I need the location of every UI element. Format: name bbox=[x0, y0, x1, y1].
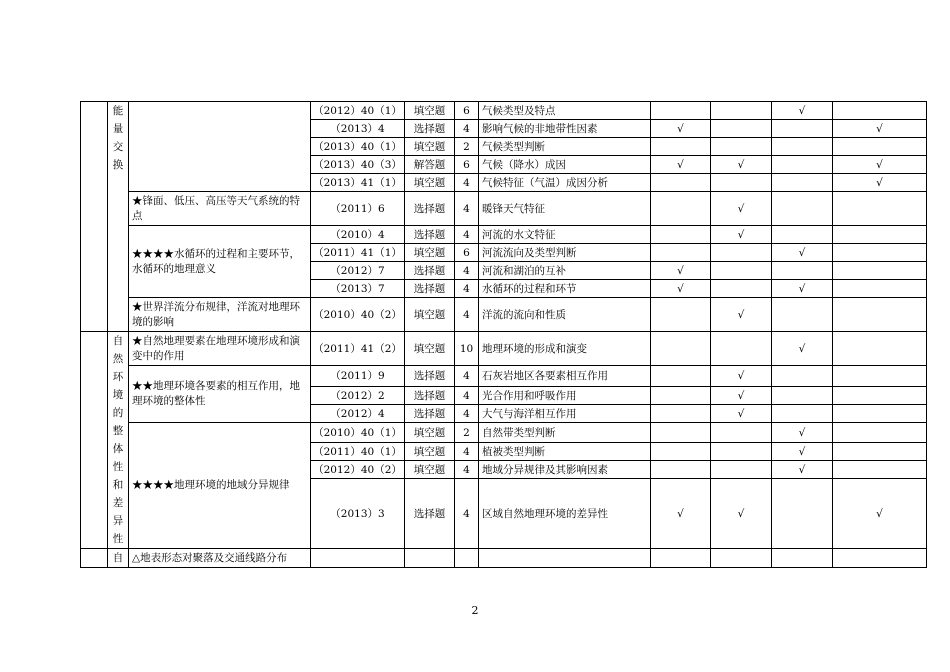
topic-cell: 水循环的过程和环节 bbox=[479, 280, 651, 298]
topic-cell: 河流流向及类型判断 bbox=[479, 244, 651, 262]
topic-cell: 气候类型判断 bbox=[479, 138, 651, 156]
exam-year-cell: （2013）7 bbox=[311, 280, 405, 298]
topic-cell: 影响气候的非地带性因素 bbox=[479, 120, 651, 138]
check-mark-cell bbox=[711, 244, 772, 262]
question-type-cell: 选择题 bbox=[405, 120, 455, 138]
check-mark-cell: √ bbox=[772, 102, 833, 120]
exam-year-cell: （2013）40（1） bbox=[311, 138, 405, 156]
check-mark-cell bbox=[711, 549, 772, 568]
check-mark-cell bbox=[772, 138, 833, 156]
knowledge-point-cell: ★世界洋流分布规律，洋流对地理环境的影响 bbox=[129, 298, 311, 332]
table-row bbox=[81, 332, 927, 366]
topic-cell: 地理环境的形成和演变 bbox=[479, 332, 651, 366]
section-label: 自然环境的整体性和差异性 bbox=[112, 335, 124, 545]
score-cell bbox=[455, 549, 479, 568]
question-type-cell: 填空题 bbox=[405, 174, 455, 192]
check-mark-cell bbox=[651, 366, 711, 387]
check-mark-cell bbox=[651, 405, 711, 423]
knowledge-point-cell: ★★地理环境各要素的相互作用，地理环境的整体性 bbox=[129, 366, 311, 423]
question-type-cell: 填空题 bbox=[405, 138, 455, 156]
check-mark-cell bbox=[711, 102, 772, 120]
knowledge-point-cell: ★自然地理要素在地理环境形成和演变中的作用 bbox=[129, 332, 311, 366]
check-mark-cell: √ bbox=[711, 226, 772, 244]
table-row bbox=[81, 423, 927, 443]
check-mark-cell: √ bbox=[772, 280, 833, 298]
question-type-cell bbox=[405, 549, 455, 568]
exam-year-cell: （2012）40（2） bbox=[311, 461, 405, 479]
topic-cell: 气候特征（气温）成因分析 bbox=[479, 174, 651, 192]
question-type-cell: 填空题 bbox=[405, 443, 455, 461]
check-mark-cell bbox=[833, 423, 927, 443]
check-mark-cell bbox=[651, 102, 711, 120]
table-row bbox=[81, 298, 927, 332]
check-mark-cell: √ bbox=[651, 280, 711, 298]
check-mark-cell bbox=[772, 226, 833, 244]
exam-year-cell: （2013）41（1） bbox=[311, 174, 405, 192]
check-mark-cell bbox=[772, 156, 833, 174]
check-mark-cell: √ bbox=[772, 423, 833, 443]
exam-year-cell bbox=[311, 549, 405, 568]
check-mark-cell bbox=[833, 549, 927, 568]
exam-analysis-table bbox=[80, 101, 927, 568]
table-row bbox=[81, 102, 927, 120]
table-row bbox=[81, 226, 927, 244]
exam-year-cell: （2012）40（1） bbox=[311, 102, 405, 120]
topic-cell: 气候（降水）成因 bbox=[479, 156, 651, 174]
check-mark-cell bbox=[833, 461, 927, 479]
check-mark-cell bbox=[651, 443, 711, 461]
score-cell: 4 bbox=[455, 192, 479, 226]
check-mark-cell bbox=[833, 192, 927, 226]
check-mark-cell bbox=[772, 366, 833, 387]
knowledge-point-cell: △地表形态对聚落及交通线路分布 bbox=[129, 549, 311, 568]
topic-cell: 河流和湖泊的互补 bbox=[479, 262, 651, 280]
score-cell: 10 bbox=[455, 332, 479, 366]
score-cell: 4 bbox=[455, 280, 479, 298]
knowledge-point-cell bbox=[129, 102, 311, 192]
check-mark-cell bbox=[772, 120, 833, 138]
score-cell: 6 bbox=[455, 102, 479, 120]
exam-year-cell: （2010）40（1） bbox=[311, 423, 405, 443]
check-mark-cell bbox=[711, 120, 772, 138]
question-type-cell: 填空题 bbox=[405, 102, 455, 120]
topic-cell: 自然带类型判断 bbox=[479, 423, 651, 443]
check-mark-cell bbox=[651, 461, 711, 479]
check-mark-cell bbox=[651, 244, 711, 262]
check-mark-cell bbox=[772, 192, 833, 226]
score-cell: 4 bbox=[455, 461, 479, 479]
score-cell: 6 bbox=[455, 244, 479, 262]
check-mark-cell: √ bbox=[711, 387, 772, 405]
check-mark-cell bbox=[833, 244, 927, 262]
check-mark-cell: √ bbox=[651, 156, 711, 174]
check-mark-cell: √ bbox=[833, 479, 927, 549]
question-type-cell: 选择题 bbox=[405, 366, 455, 387]
check-mark-cell bbox=[772, 387, 833, 405]
check-mark-cell: √ bbox=[772, 443, 833, 461]
page-number: 2 bbox=[471, 604, 479, 617]
check-mark-cell bbox=[651, 226, 711, 244]
check-mark-cell: √ bbox=[833, 156, 927, 174]
check-mark-cell bbox=[651, 332, 711, 366]
knowledge-point-cell: ★★★★地理环境的地域分异规律 bbox=[129, 423, 311, 549]
check-mark-cell: √ bbox=[711, 156, 772, 174]
section-label: 自 bbox=[112, 552, 124, 564]
exam-year-cell: （2010）40（2） bbox=[311, 298, 405, 332]
question-type-cell: 填空题 bbox=[405, 461, 455, 479]
exam-year-cell: （2013）3 bbox=[311, 479, 405, 549]
question-type-cell: 选择题 bbox=[405, 405, 455, 423]
check-mark-cell bbox=[833, 102, 927, 120]
check-mark-cell: √ bbox=[772, 461, 833, 479]
check-mark-cell bbox=[772, 405, 833, 423]
check-mark-cell bbox=[833, 138, 927, 156]
check-mark-cell: √ bbox=[711, 405, 772, 423]
check-mark-cell bbox=[711, 262, 772, 280]
check-mark-cell: √ bbox=[772, 332, 833, 366]
knowledge-point-cell: ★锋面、低压、高压等天气系统的特点 bbox=[129, 192, 311, 226]
check-mark-cell bbox=[651, 423, 711, 443]
question-type-cell: 填空题 bbox=[405, 298, 455, 332]
topic-cell: 河流的水文特征 bbox=[479, 226, 651, 244]
exam-year-cell: （2012）4 bbox=[311, 405, 405, 423]
topic-cell: 植被类型判断 bbox=[479, 443, 651, 461]
exam-year-cell: （2011）9 bbox=[311, 366, 405, 387]
question-type-cell: 选择题 bbox=[405, 387, 455, 405]
check-mark-cell bbox=[772, 549, 833, 568]
exam-year-cell: （2013）40（3） bbox=[311, 156, 405, 174]
exam-year-cell: （2011）6 bbox=[311, 192, 405, 226]
check-mark-cell bbox=[711, 174, 772, 192]
check-mark-cell: √ bbox=[772, 244, 833, 262]
check-mark-cell bbox=[833, 405, 927, 423]
section-label-cell bbox=[108, 549, 129, 568]
check-mark-cell: √ bbox=[711, 192, 772, 226]
question-type-cell: 填空题 bbox=[405, 332, 455, 366]
question-type-cell: 填空题 bbox=[405, 423, 455, 443]
score-cell: 4 bbox=[455, 298, 479, 332]
section-label-cell bbox=[108, 102, 129, 332]
check-mark-cell: √ bbox=[651, 120, 711, 138]
question-type-cell: 选择题 bbox=[405, 479, 455, 549]
score-cell: 4 bbox=[455, 387, 479, 405]
check-mark-cell bbox=[651, 387, 711, 405]
exam-year-cell: （2012）2 bbox=[311, 387, 405, 405]
check-mark-cell: √ bbox=[833, 174, 927, 192]
score-cell: 4 bbox=[455, 443, 479, 461]
topic-cell: 洋流的流向和性质 bbox=[479, 298, 651, 332]
table-row bbox=[81, 549, 927, 568]
score-cell: 4 bbox=[455, 226, 479, 244]
check-mark-cell bbox=[711, 332, 772, 366]
check-mark-cell bbox=[651, 192, 711, 226]
check-mark-cell bbox=[833, 387, 927, 405]
check-mark-cell bbox=[651, 549, 711, 568]
score-cell: 2 bbox=[455, 423, 479, 443]
check-mark-cell bbox=[833, 262, 927, 280]
question-type-cell: 选择题 bbox=[405, 226, 455, 244]
table-row bbox=[81, 366, 927, 387]
check-mark-cell bbox=[711, 443, 772, 461]
check-mark-cell bbox=[651, 174, 711, 192]
check-mark-cell: √ bbox=[711, 366, 772, 387]
question-type-cell: 选择题 bbox=[405, 280, 455, 298]
topic-cell: 区域自然地理环境的差异性 bbox=[479, 479, 651, 549]
exam-year-cell: （2013）4 bbox=[311, 120, 405, 138]
score-cell: 4 bbox=[455, 366, 479, 387]
score-cell: 4 bbox=[455, 120, 479, 138]
score-cell: 4 bbox=[455, 405, 479, 423]
question-type-cell: 选择题 bbox=[405, 192, 455, 226]
check-mark-cell bbox=[651, 298, 711, 332]
check-mark-cell bbox=[772, 262, 833, 280]
left-margin-cell bbox=[81, 549, 108, 568]
topic-cell: 大气与海洋相互作用 bbox=[479, 405, 651, 423]
topic-cell: 石灰岩地区各要素相互作用 bbox=[479, 366, 651, 387]
score-cell: 4 bbox=[455, 174, 479, 192]
topic-cell: 暖锋天气特征 bbox=[479, 192, 651, 226]
topic-cell bbox=[479, 549, 651, 568]
left-margin-cell bbox=[81, 102, 108, 332]
check-mark-cell bbox=[711, 280, 772, 298]
left-margin-cell bbox=[81, 332, 108, 549]
topic-cell: 气候类型及特点 bbox=[479, 102, 651, 120]
score-cell: 2 bbox=[455, 138, 479, 156]
knowledge-point-cell: ★★★★水循环的过程和主要环节，水循环的地理意义 bbox=[129, 226, 311, 298]
check-mark-cell bbox=[772, 298, 833, 332]
check-mark-cell bbox=[833, 280, 927, 298]
question-type-cell: 填空题 bbox=[405, 244, 455, 262]
check-mark-cell: √ bbox=[711, 479, 772, 549]
question-type-cell: 解答题 bbox=[405, 156, 455, 174]
check-mark-cell bbox=[711, 138, 772, 156]
section-label: 能量交换 bbox=[112, 105, 124, 171]
check-mark-cell bbox=[772, 479, 833, 549]
score-cell: 6 bbox=[455, 156, 479, 174]
exam-year-cell: （2012）7 bbox=[311, 262, 405, 280]
check-mark-cell bbox=[711, 423, 772, 443]
score-cell: 4 bbox=[455, 262, 479, 280]
check-mark-cell bbox=[833, 298, 927, 332]
question-type-cell: 选择题 bbox=[405, 262, 455, 280]
check-mark-cell bbox=[772, 174, 833, 192]
check-mark-cell: √ bbox=[651, 479, 711, 549]
topic-cell: 光合作用和呼吸作用 bbox=[479, 387, 651, 405]
topic-cell: 地域分异规律及其影响因素 bbox=[479, 461, 651, 479]
check-mark-cell bbox=[711, 461, 772, 479]
exam-year-cell: （2011）41（2） bbox=[311, 332, 405, 366]
table-row bbox=[81, 192, 927, 226]
exam-year-cell: （2011）40（1） bbox=[311, 443, 405, 461]
check-mark-cell bbox=[833, 332, 927, 366]
check-mark-cell: √ bbox=[651, 262, 711, 280]
check-mark-cell: √ bbox=[711, 298, 772, 332]
score-cell: 4 bbox=[455, 479, 479, 549]
exam-year-cell: （2011）41（1） bbox=[311, 244, 405, 262]
check-mark-cell bbox=[833, 226, 927, 244]
check-mark-cell bbox=[833, 443, 927, 461]
check-mark-cell: √ bbox=[833, 120, 927, 138]
check-mark-cell bbox=[833, 366, 927, 387]
section-label-cell bbox=[108, 332, 129, 549]
exam-year-cell: （2010）4 bbox=[311, 226, 405, 244]
check-mark-cell bbox=[651, 138, 711, 156]
table-body bbox=[81, 102, 927, 568]
